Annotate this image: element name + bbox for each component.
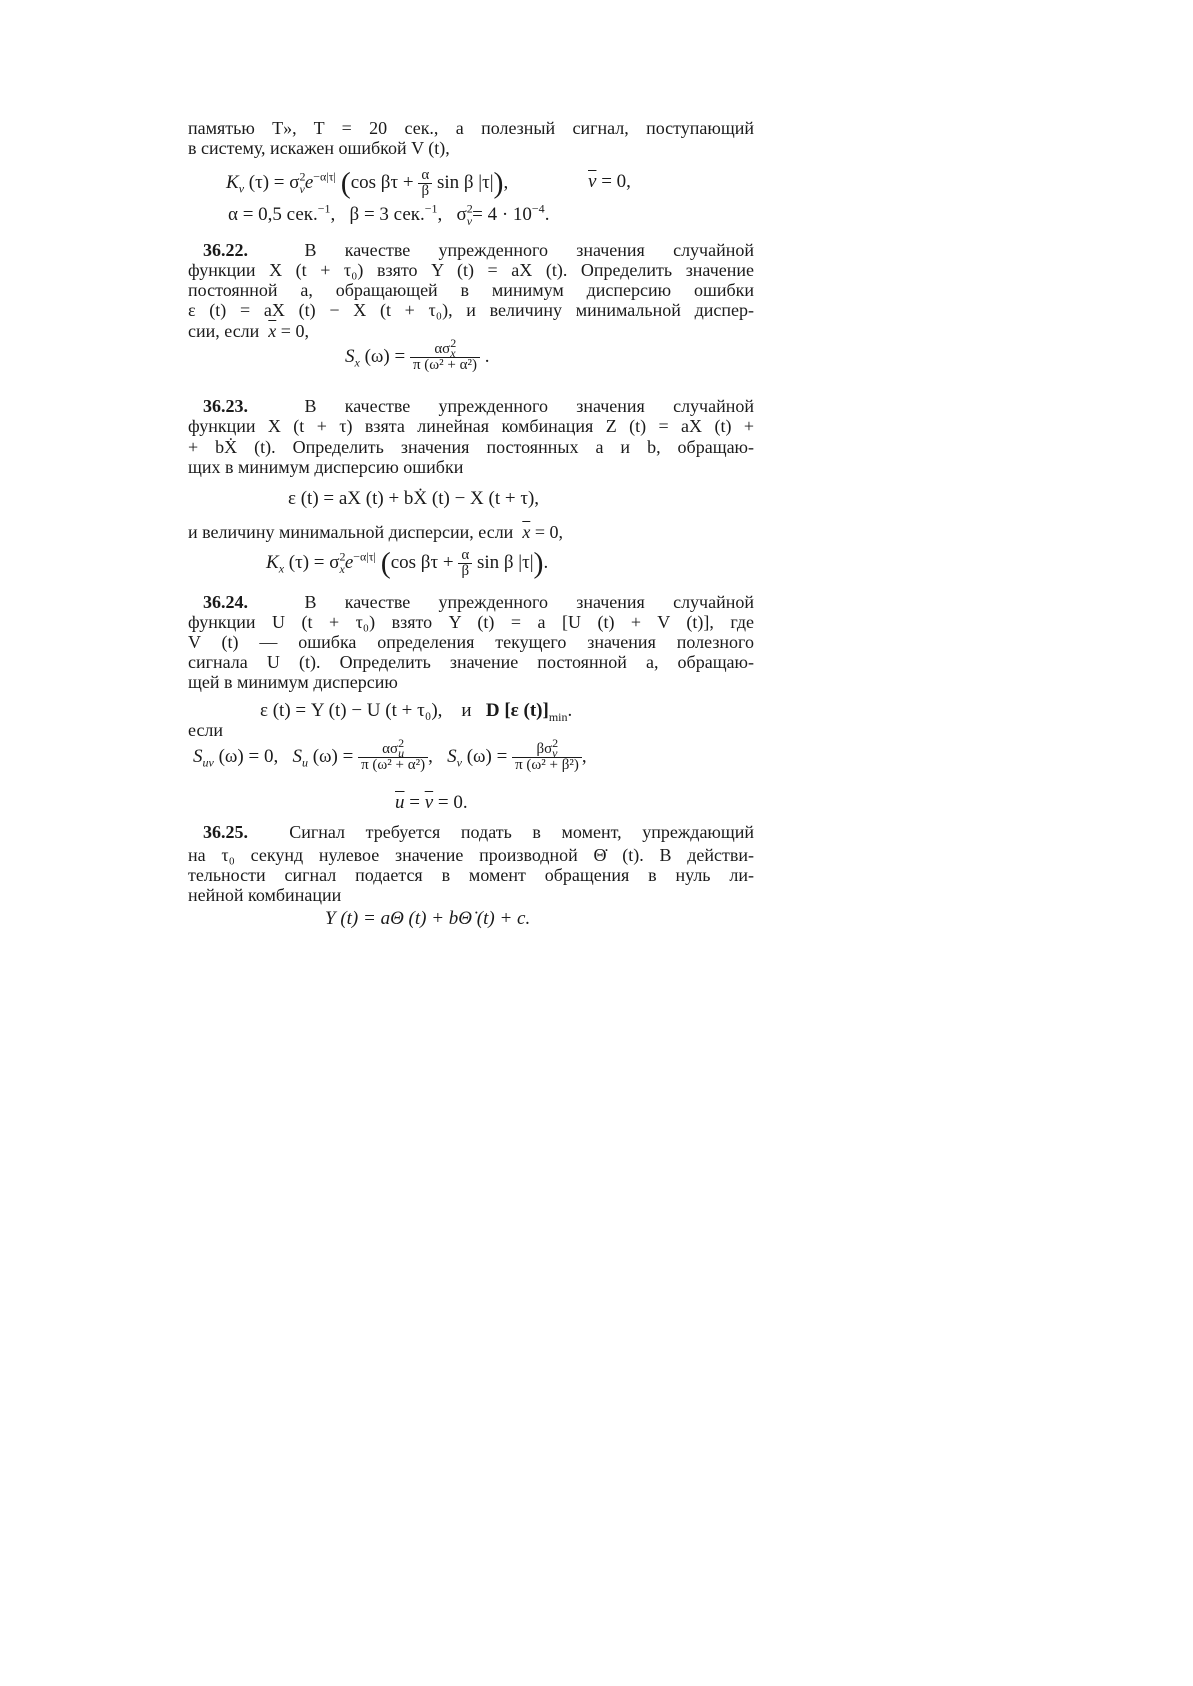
equation-kx: $K_x$ $(\tau) = \sigma^2_xe^{-\alpha|\tau|}$ (cos βτ + $\frac{\alpha}{\beta}$ sin β |τ|). — [266, 546, 549, 580]
text-line: + bẊ (t). Определить значения постоянных a и b, обращаю- — [188, 437, 754, 457]
equation-epsilon-2: ε (t) = Y (t) − U (t + τ₀), и D [ε $(t)]_{min}$. — [260, 700, 573, 724]
text-line: ε (t) = aX (t) − X (t + τ₀), и величину минимальной диспер- — [188, 300, 754, 320]
text-line: функции X (t + τ) взята линейная комбинация Z (t) = aX (t) + — [188, 416, 754, 436]
equation-linear-combination: Y (t) = aΘ (t) + bΘ̇ (t) + c. — [325, 908, 531, 929]
equation-spectral-densities: $S_{uv}$ (ω) = 0, $S_u$ (ω) = $\frac{\alpha\sigma^2_u}{\text{π (ω² + α²)}}$ , $S_v$ (ω) = $\frac{\beta\sigma^2_v}{\text{π (ω² + β²)}}$ , — [193, 736, 587, 773]
problem-36-25-line-1: 36.25. Сигнал требуется подать в момент, упреждающий — [203, 822, 755, 842]
equation-params: α = 0,5 сек.$^{-1}$, β = 3 сек.$^{-1}$, $\sigma^2_v= 4 \cdot 10^{-4}$. — [228, 201, 550, 228]
text-line: V (t) — ошибка определения текущего значения полезного — [188, 632, 754, 652]
text-line: на τ₀ секунд нулевое значение производной Θ̇ (t). В действи- — [188, 845, 754, 865]
text-line: постоянной a, обращающей в минимум дисперсию ошибки — [188, 280, 754, 300]
equation-v-mean: $\overline{v} = 0$, — [588, 171, 631, 192]
text-line: сигнала U (t). Определить значение постоянной a, обращаю- — [188, 652, 754, 672]
text-line: сии, если $\overline{x} = 0$, — [188, 321, 309, 341]
text-line: функции U (t + τ₀) взято Y (t) = a [U (t) + V (t)], где — [188, 612, 755, 632]
problem-number: 36.25. — [203, 822, 248, 842]
text-line: памятью T», T = 20 сек., а полезный сигнал, поступающий — [188, 118, 754, 138]
equation-sx: $S_x$ (ω) = $\frac{\alpha\sigma^2_x}{\text{π (ω² + α²)}}$ . — [345, 336, 490, 373]
problem-36-22-line-1: 36.22. В качестве упрежденного значения случайной — [203, 240, 754, 260]
text-line: щей в минимум дисперсию — [188, 672, 398, 692]
problem-number: 36.22. — [203, 240, 248, 260]
equation-kv: $K_v$ $(\tau) = \sigma^2_ve^{-\alpha|\tau|}$ (cos βτ + $\frac{\alpha}{\beta}$ sin β |τ|), — [226, 166, 509, 200]
text-line: если — [188, 720, 224, 740]
text-line: щих в минимум дисперсию ошибки — [188, 457, 464, 477]
problem-number: 36.24. — [203, 592, 248, 612]
equation-means: $\overline{u} = \overline{v} = 0$. — [395, 792, 468, 813]
text-line: тельности сигнал подается в момент обращения в нуль ли- — [188, 865, 754, 885]
problem-number: 36.23. — [203, 396, 248, 416]
equation-epsilon-1: ε (t) = aX (t) + bẊ (t) − X (t + τ), — [288, 488, 540, 509]
text-line: функции X (t + τ₀) взято Y (t) = aX (t). Определить значение — [188, 260, 754, 280]
problem-36-23-line-1: 36.23. В качестве упрежденного значения случайной — [203, 396, 754, 416]
text-line: и величину минимальной дисперсии, если $\overline{x} = 0$, — [188, 522, 563, 542]
text-line: нейной комбинации — [188, 885, 342, 905]
problem-36-24-line-1: 36.24. В качестве упрежденного значения случайной — [203, 592, 754, 612]
text-line: в систему, искажен ошибкой V (t), — [188, 138, 450, 158]
